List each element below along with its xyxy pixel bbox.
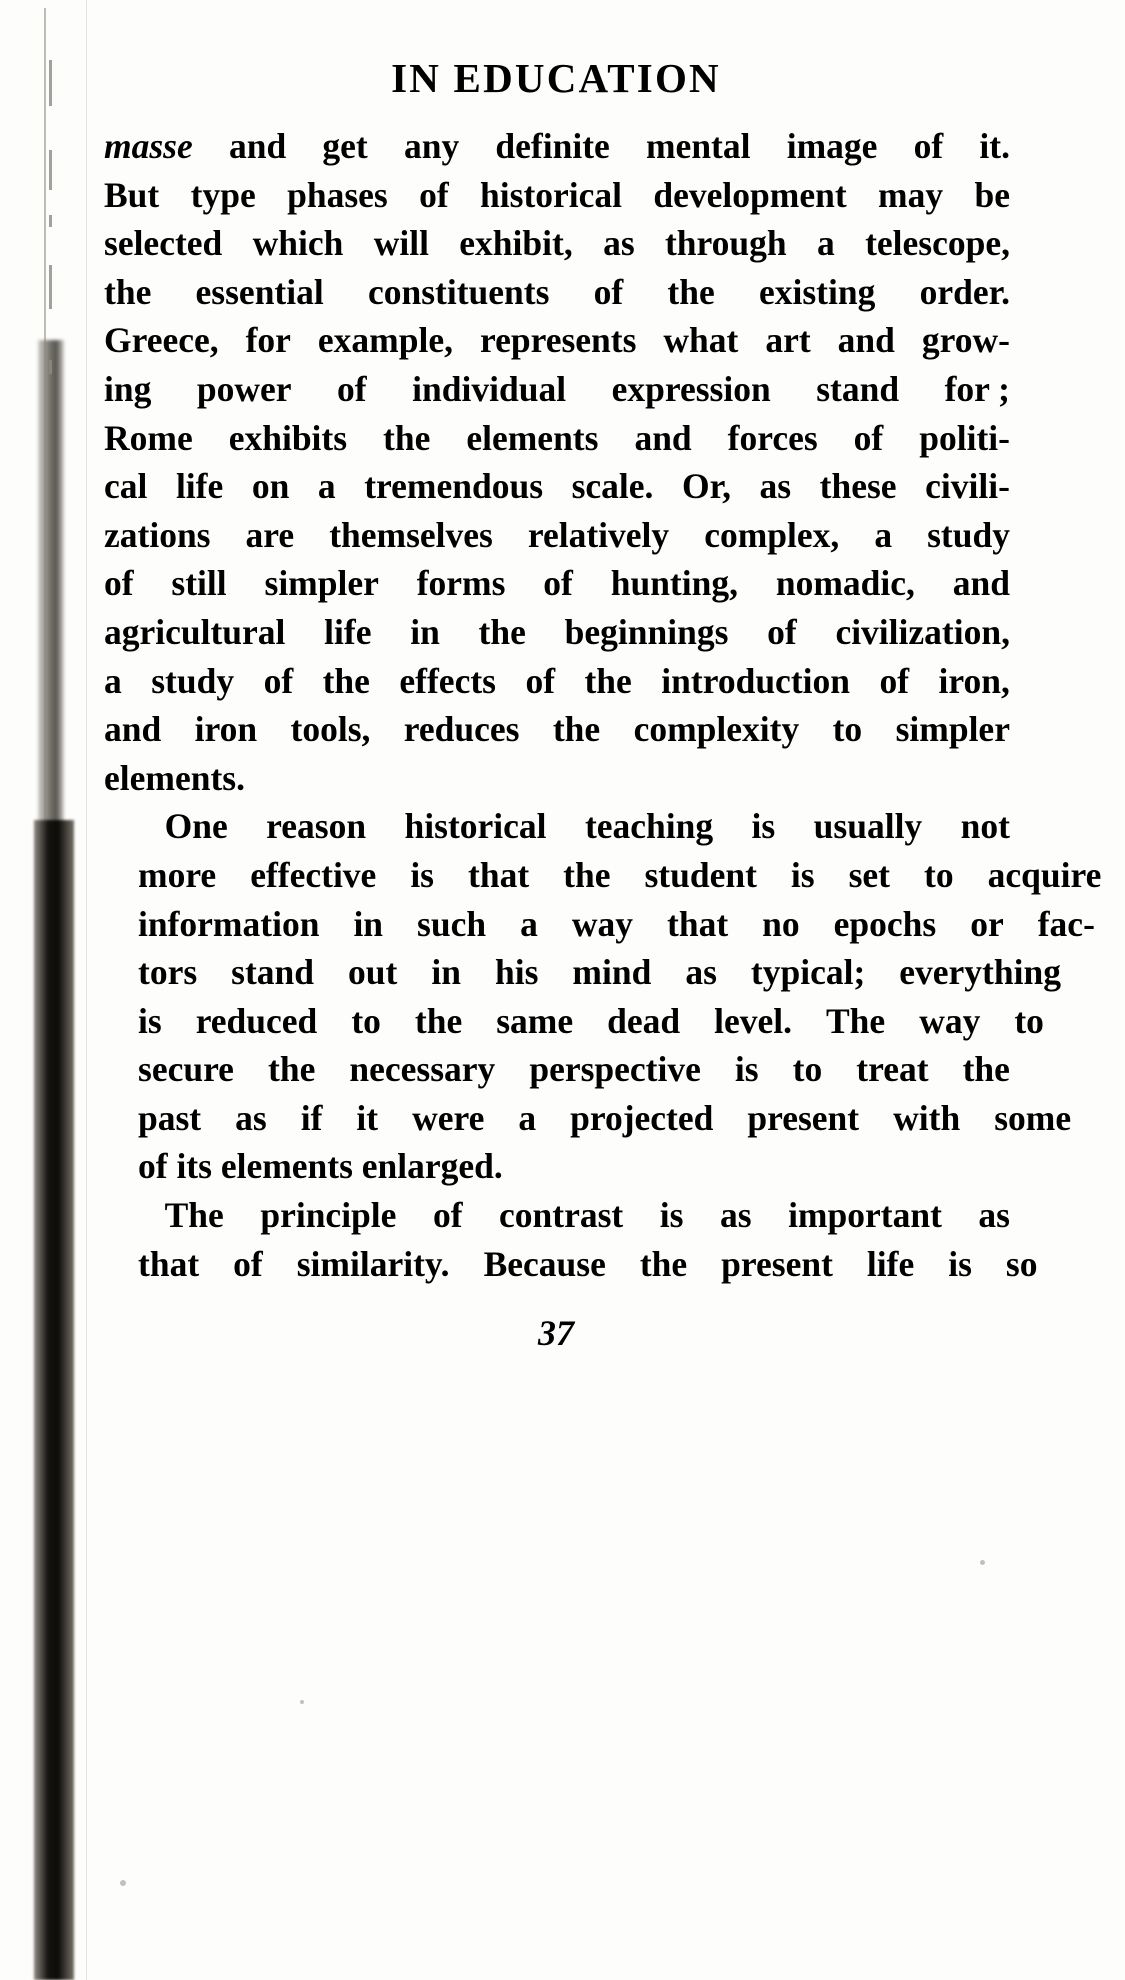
text-line: cal life on a tremendous scale. Or, as these civili-: [104, 466, 1010, 507]
text-line: tors stand out in his mind as typical; everything: [138, 952, 1061, 993]
page-number: 37: [538, 1313, 574, 1354]
paragraph-2: [104, 802, 1102, 1191]
text-line: ing power of individual expression stand for ;: [104, 368, 1010, 409]
text-line: The principle of contrast is as important as: [138, 1195, 1010, 1236]
text-line: elements.: [104, 757, 245, 798]
body-text: [104, 122, 1102, 1288]
margin-tick: [49, 360, 52, 374]
text-line: a study of the effects of the introduction of iron,: [104, 660, 1010, 701]
text-line: agricultural life in the beginnings of civilization,: [104, 611, 1010, 652]
text-line: is reduced to the same dead level. The way to: [138, 1000, 1044, 1041]
text-line: that of similarity. Because the present life is so: [138, 1243, 1038, 1284]
text-line: Rome exhibits the elements and forces of politi-: [104, 417, 1010, 458]
margin-tick: [49, 150, 52, 190]
binding-shadow-upper: [38, 340, 64, 860]
margin-tick: [49, 265, 52, 309]
running-head: IN EDUCATION: [391, 55, 721, 101]
text-line: more effective is that the student is set to acquire: [138, 854, 1102, 895]
text-line: past as if it were a projected present with some: [138, 1097, 1072, 1138]
text-line: the essential constituents of the existing order.: [104, 271, 1010, 312]
text-line: information in such a way that no epochs or fac-: [138, 903, 1095, 944]
page-content: [104, 0, 1102, 1980]
page-inner-margin-line: [86, 0, 87, 1980]
text-line: of still simpler forms of hunting, nomadic, and: [104, 563, 1010, 604]
margin-tick: [49, 215, 52, 227]
text-line: masse and get any definite mental image of it.: [104, 126, 1010, 166]
text-line: zations are themselves relatively complex, a study: [104, 514, 1010, 555]
text-line: One reason historical teaching is usually not: [138, 806, 1010, 847]
text-line: of its elements enlarged.: [138, 1146, 503, 1187]
text-line: and iron tools, reduces the complexity to simpler: [104, 709, 1010, 750]
text-line: selected which will exhibit, as through a telescope,: [104, 223, 1010, 264]
text-line: But type phases of historical development may be: [104, 174, 1010, 215]
paragraph-1: [104, 122, 1010, 802]
margin-tick: [49, 60, 52, 106]
paragraph-3: [104, 1191, 1038, 1288]
binding-shadow: [34, 820, 74, 1980]
text-line: Greece, for example, represents what art and grow-: [104, 320, 1010, 361]
text-line: secure the necessary perspective is to treat the: [138, 1049, 1010, 1090]
